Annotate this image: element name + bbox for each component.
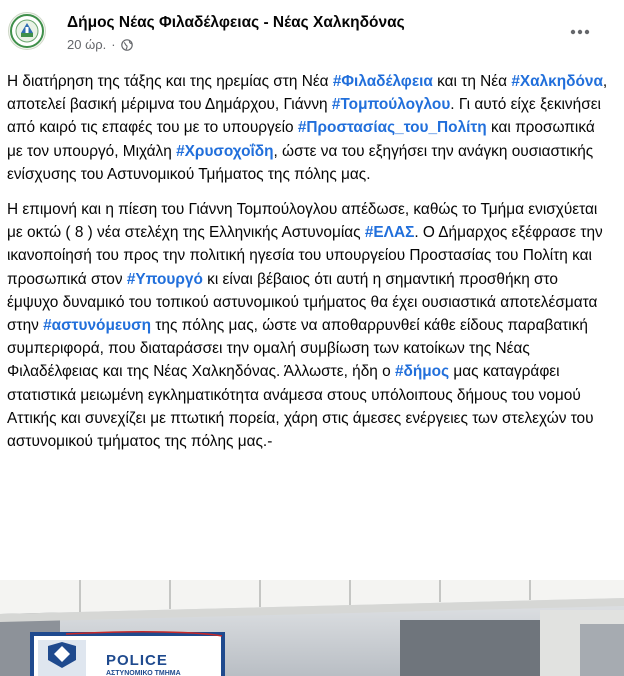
hashtag-link[interactable]: #ΕΛΑΣ <box>364 224 415 242</box>
text-segment: Η διατήρηση της τάξης και της ηρεμίας στη Νέα <box>7 73 333 90</box>
paragraph-2 <box>7 198 612 453</box>
text-segment: , ώστε να του εξηγήσει την ανάγκη ουσιαστικής ενίσχυσης του Αστυνομικού Τμήματος της πόλης μας. <box>7 142 594 183</box>
post-meta <box>67 37 133 52</box>
post-photo[interactable] <box>0 580 624 676</box>
text-segment: κι είναι βέβαιος ότι αυτή η σημαντική προσθήκη στο έμψυχο δυναμικό του τοπικού αστυνομικού τμήματος θα έχει ουσιαστικά αποτελέσματα στην <box>7 270 598 335</box>
hashtag-link[interactable]: #Τομπούλογλου <box>331 96 451 114</box>
hashtag-link[interactable]: #Προστασίας_του_Πολίτη <box>297 119 487 137</box>
text-segment: της πόλης μας, ώστε να αποθαρρυνθεί κάθε είδους παραβατική συμπεριφορά, που διαταράσσει την ομαλή συμβίωση των κατοίκων της Νέας Φιλαδέλφειας και της Νέας Χαλκηδόνας. Άλλωστε, ήδη ο <box>7 317 588 381</box>
text-segment: . Ο Δήμαρχος εξέφρασε την ικανοποίησή του προς την πολιτική ηγεσία του υπουργείου Προστασίας του Πολίτη και προσωπικά στον <box>7 224 603 288</box>
meta-separator: · <box>111 37 116 52</box>
text-segment: . Γι αυτό είχε ξεκινήσει από καιρό τις επαφές του με το υπουργείο <box>7 96 601 137</box>
hashtag-link[interactable]: #Υπουργό <box>126 270 203 288</box>
hashtag-link[interactable]: #δήμος <box>394 363 450 381</box>
police-sign-subtext: ΑΣΤΥΝΟΜΙΚΟ ΤΜΗΜΑ <box>106 670 181 676</box>
text-segment: και προσωπικά με τον υπουργό, Μιχάλη <box>7 119 595 160</box>
police-sign-text: POLICE <box>106 652 168 669</box>
hashtag-link[interactable]: #Φιλαδέλφεια <box>332 73 433 90</box>
post-timestamp[interactable]: 20 ώρ. <box>67 37 107 52</box>
text-segment: μας καταγράφει στατιστικά μειωμένη εγκληματικότητα ανάμεσα στους υπόλοιπους δήμους του νομού Αττικής και συνεχίζει με πτωτική πορεία, χάρη στις άμεσες ενέργειες των στελεχών του αστυνομικού τμήματος της πόλης μας.- <box>7 363 594 451</box>
more-options-icon[interactable] <box>568 20 592 44</box>
hashtag-link[interactable]: #αστυνόμευση <box>43 317 152 335</box>
police-station-photo <box>0 580 624 676</box>
page-name-link[interactable]: Δήμος Νέας Φιλαδέλφειας - Νέας Χαλκηδόνας <box>67 14 405 31</box>
paragraph-1 <box>7 70 612 186</box>
page-avatar[interactable] <box>8 12 46 50</box>
globe-icon[interactable] <box>121 39 133 51</box>
text-segment: , αποτελεί βασική μέριμνα του Δημάρχου, Γιάννη <box>7 73 608 114</box>
logo-seal-icon <box>9 13 45 49</box>
text-segment: και τη Νέα <box>432 73 512 90</box>
post-text <box>7 70 612 465</box>
post-header <box>0 0 624 66</box>
text-segment: Η επιμονή και η πίεση του Γιάννη Τομπούλογλου απέδωσε, καθώς το Τμήμα ενισχύεται με οκτώ ( 8 ) νέα στελέχη της Ελληνικής Αστυνομίας <box>7 201 598 242</box>
hashtag-link[interactable]: #Χαλκηδόνα <box>511 73 603 90</box>
hashtag-link[interactable]: #Χρυσοχοΐδη <box>176 142 274 160</box>
